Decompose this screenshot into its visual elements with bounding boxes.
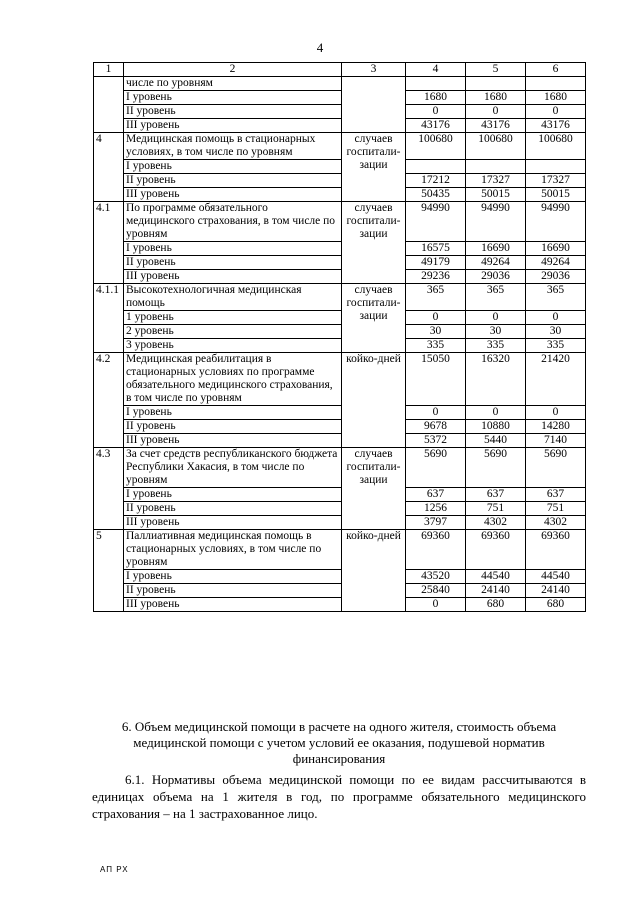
table-row	[94, 325, 586, 339]
header-cell: 1	[94, 63, 124, 77]
value-cell: 15050	[406, 353, 466, 406]
value-cell: 0	[466, 311, 526, 325]
table-body	[94, 77, 586, 612]
page-number: 4	[316, 40, 324, 55]
value-cell: 335	[526, 339, 586, 353]
value-cell: 24140	[466, 584, 526, 598]
value-cell: 0	[406, 598, 466, 612]
table-row	[94, 202, 586, 242]
value-cell: 100680	[406, 133, 466, 160]
row-name-cell: 1 уровень	[124, 311, 342, 325]
header-cell: 5	[466, 63, 526, 77]
table-row	[94, 188, 586, 202]
value-cell: 16575	[406, 242, 466, 256]
value-cell: 100680	[526, 133, 586, 160]
row-name-cell: I уровень	[124, 160, 342, 174]
value-cell: 43176	[466, 119, 526, 133]
value-cell: 0	[526, 105, 586, 119]
value-cell: 50015	[466, 188, 526, 202]
table-row	[94, 420, 586, 434]
value-cell: 5690	[526, 448, 586, 488]
row-unit-cell: случаев госпитали-зации	[342, 133, 406, 202]
value-cell: 7140	[526, 434, 586, 448]
row-name-cell: Медицинская реабилитация в стационарных условиях по программе обязательного медицинского страхования, в том числе по уровням	[124, 353, 342, 406]
value-cell: 43176	[526, 119, 586, 133]
table-row	[94, 133, 586, 160]
table-row	[94, 256, 586, 270]
row-unit-cell: койко-дней	[342, 530, 406, 612]
value-cell: 0	[406, 406, 466, 420]
table-row	[94, 488, 586, 502]
value-cell	[466, 77, 526, 91]
value-cell: 29036	[526, 270, 586, 284]
value-cell: 50015	[526, 188, 586, 202]
table-row	[94, 339, 586, 353]
value-cell: 49264	[466, 256, 526, 270]
row-name-cell: За счет средств республиканского бюджета Республики Хакасия, в том числе по уровням	[124, 448, 342, 488]
value-cell: 9678	[406, 420, 466, 434]
row-number-cell: 4.3	[94, 448, 124, 530]
value-cell: 680	[526, 598, 586, 612]
value-cell: 69360	[466, 530, 526, 570]
row-number-cell: 5	[94, 530, 124, 612]
table-row	[94, 598, 586, 612]
row-name-cell: II уровень	[124, 502, 342, 516]
row-name-cell: I уровень	[124, 91, 342, 105]
table-row	[94, 516, 586, 530]
row-unit-cell	[342, 77, 406, 133]
value-cell: 17327	[526, 174, 586, 188]
row-unit-cell: случаев госпитали-зации	[342, 202, 406, 284]
value-cell: 1680	[526, 91, 586, 105]
row-number-cell: 4.2	[94, 353, 124, 448]
table-row	[94, 242, 586, 256]
header-cell: 3	[342, 63, 406, 77]
row-number-cell: 4.1.1	[94, 284, 124, 353]
value-cell: 680	[466, 598, 526, 612]
value-cell: 10880	[466, 420, 526, 434]
row-name-cell: III уровень	[124, 434, 342, 448]
row-name-cell: II уровень	[124, 256, 342, 270]
header-cell: 2	[124, 63, 342, 77]
row-name-cell: II уровень	[124, 174, 342, 188]
row-name-cell: По программе обязательного медицинского страхования, в том числе по уровням	[124, 202, 342, 242]
table-row	[94, 174, 586, 188]
table-row	[94, 570, 586, 584]
row-name-cell: 3 уровень	[124, 339, 342, 353]
value-cell: 365	[406, 284, 466, 311]
row-name-cell: II уровень	[124, 420, 342, 434]
table-row	[94, 406, 586, 420]
row-name-cell: II уровень	[124, 105, 342, 119]
value-cell: 100680	[466, 133, 526, 160]
value-cell	[466, 160, 526, 174]
value-cell: 29236	[406, 270, 466, 284]
row-name-cell: числе по уровням	[124, 77, 342, 91]
value-cell: 25840	[406, 584, 466, 598]
value-cell: 5372	[406, 434, 466, 448]
value-cell: 94990	[406, 202, 466, 242]
value-cell: 0	[526, 406, 586, 420]
value-cell: 44540	[526, 570, 586, 584]
value-cell: 49264	[526, 256, 586, 270]
value-cell: 17327	[466, 174, 526, 188]
value-cell: 637	[466, 488, 526, 502]
value-cell: 49179	[406, 256, 466, 270]
table-row	[94, 284, 586, 311]
table-row	[94, 434, 586, 448]
value-cell: 0	[406, 311, 466, 325]
value-cell: 637	[406, 488, 466, 502]
value-cell: 30	[526, 325, 586, 339]
value-cell: 3797	[406, 516, 466, 530]
row-name-cell: I уровень	[124, 406, 342, 420]
row-name-cell: III уровень	[124, 119, 342, 133]
row-number-cell: 4	[94, 133, 124, 202]
row-name-cell: III уровень	[124, 516, 342, 530]
row-name-cell: I уровень	[124, 242, 342, 256]
row-name-cell: Паллиативная медицинская помощь в стационарных условиях, в том числе по уровням	[124, 530, 342, 570]
value-cell: 1680	[406, 91, 466, 105]
section-paragraph: 6.1. Нормативы объема медицинской помощи по ее видам рассчитываются в единицах объема на 1 жителя в год, по программе обязательного медицинского страхования – на 1 застрахованное лицо.	[92, 772, 586, 821]
table-row	[94, 530, 586, 570]
row-name-cell: I уровень	[124, 570, 342, 584]
value-cell: 94990	[466, 202, 526, 242]
row-unit-cell: случаев госпитали-зации	[342, 448, 406, 530]
value-cell: 0	[466, 105, 526, 119]
table-header-row	[94, 63, 586, 77]
value-cell: 16690	[466, 242, 526, 256]
row-name-cell: Высокотехнологичная медицинская помощь	[124, 284, 342, 311]
value-cell: 0	[526, 311, 586, 325]
value-cell: 335	[406, 339, 466, 353]
row-name-cell: II уровень	[124, 584, 342, 598]
value-cell: 29036	[466, 270, 526, 284]
row-name-cell: III уровень	[124, 188, 342, 202]
value-cell: 751	[466, 502, 526, 516]
value-cell	[406, 160, 466, 174]
table-row	[94, 448, 586, 488]
value-cell: 751	[526, 502, 586, 516]
value-cell: 4302	[466, 516, 526, 530]
value-cell: 30	[406, 325, 466, 339]
value-cell: 14280	[526, 420, 586, 434]
value-cell: 44540	[466, 570, 526, 584]
value-cell: 16690	[526, 242, 586, 256]
table-row	[94, 77, 586, 91]
row-unit-cell: койко-дней	[342, 353, 406, 448]
value-cell: 365	[466, 284, 526, 311]
table-row	[94, 270, 586, 284]
table-row	[94, 119, 586, 133]
footer-mark: АП РХ	[100, 865, 129, 874]
value-cell: 335	[466, 339, 526, 353]
value-cell: 5690	[406, 448, 466, 488]
table-row	[94, 160, 586, 174]
table-row	[94, 502, 586, 516]
value-cell: 94990	[526, 202, 586, 242]
value-cell: 1680	[466, 91, 526, 105]
row-number-cell: 4.1	[94, 202, 124, 284]
value-cell: 69360	[526, 530, 586, 570]
volume-table	[93, 62, 586, 612]
value-cell: 0	[406, 105, 466, 119]
value-cell: 16320	[466, 353, 526, 406]
value-cell: 21420	[526, 353, 586, 406]
table-row	[94, 584, 586, 598]
value-cell: 43176	[406, 119, 466, 133]
value-cell	[526, 77, 586, 91]
value-cell: 17212	[406, 174, 466, 188]
value-cell: 30	[466, 325, 526, 339]
value-cell: 0	[466, 406, 526, 420]
value-cell: 637	[526, 488, 586, 502]
table-row	[94, 353, 586, 406]
value-cell	[526, 160, 586, 174]
row-name-cell: 2 уровень	[124, 325, 342, 339]
value-cell: 4302	[526, 516, 586, 530]
row-number-cell	[94, 77, 124, 133]
value-cell: 5440	[466, 434, 526, 448]
section-heading: 6. Объем медицинской помощи в расчете на одного жителя, стоимость объема медицинской помощи с учетом условий ее оказания, подушевой норматив финансирования	[121, 719, 557, 766]
value-cell: 50435	[406, 188, 466, 202]
value-cell: 43520	[406, 570, 466, 584]
table-row	[94, 311, 586, 325]
value-cell: 365	[526, 284, 586, 311]
table-row	[94, 105, 586, 119]
value-cell: 69360	[406, 530, 466, 570]
row-name-cell: III уровень	[124, 598, 342, 612]
value-cell: 1256	[406, 502, 466, 516]
value-cell	[406, 77, 466, 91]
value-cell: 24140	[526, 584, 586, 598]
value-cell: 5690	[466, 448, 526, 488]
header-cell: 6	[526, 63, 586, 77]
table-row	[94, 91, 586, 105]
header-cell: 4	[406, 63, 466, 77]
row-name-cell: Медицинская помощь в стационарных условиях, в том числе по уровням	[124, 133, 342, 160]
row-name-cell: I уровень	[124, 488, 342, 502]
row-unit-cell: случаев госпитали-зации	[342, 284, 406, 353]
row-name-cell: III уровень	[124, 270, 342, 284]
